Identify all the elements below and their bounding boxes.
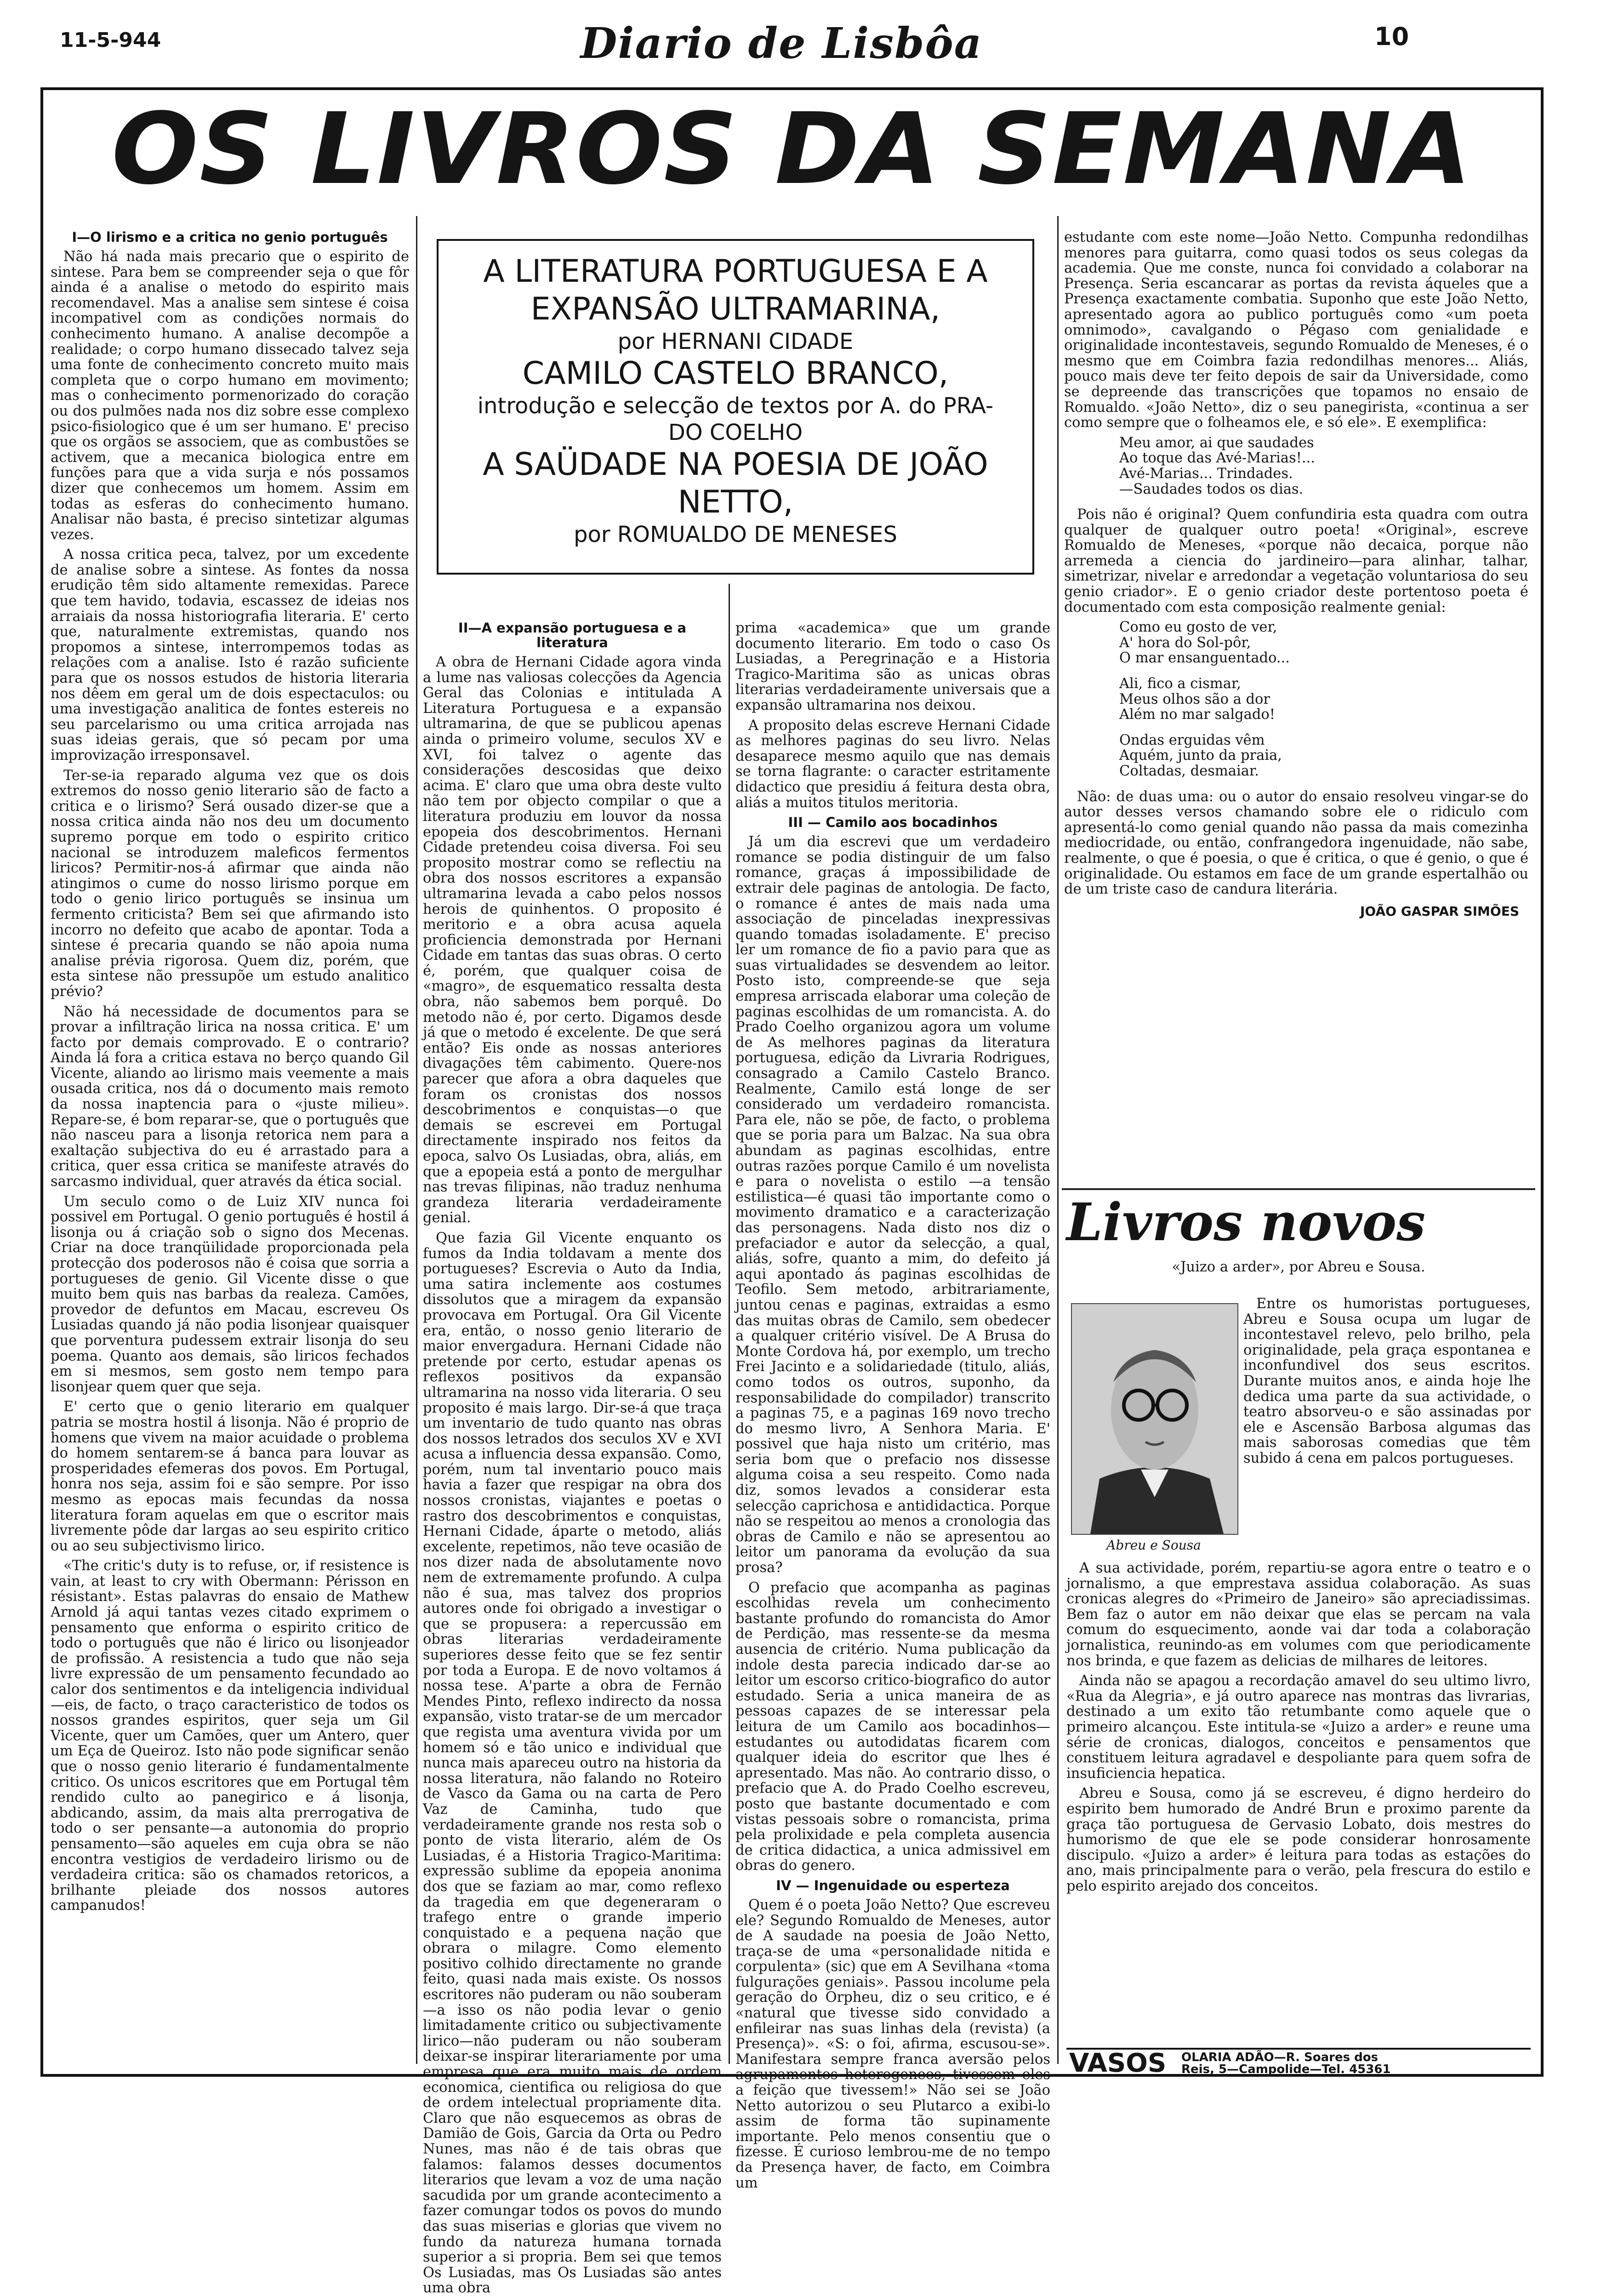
paragraph: estudante com este nome—João Netto. Compunha redondilhas menores para guitarra, como quasi todos os seus colegas da academia. Que me conste, nunca foi convidado a colaborar na Presença. Seria escancarar as portas da revista áqueles que a Presença exactamente combatia. Suponho que este João Netto, apresentado agora ao publico português como «um poeta omnimodo», cavalgando o Pégaso com genialidade e originalidade incontestaveis, segundo Romualdo de Meneses, é o mesmo que em Coimbra fazia redondilhas menores... Aliás, pouco mais deve ter feito depois de sair da Universidade, como se depreende das transcrições que topamos no ensaio de Romualdo. «João Netto», diz o seu panegirista, «continua a ser como sempre que o folheamos ele, e só ele». E exemplifica: — [1064, 229, 1528, 431]
paragraph: Não há nada mais precario que o espirito de sintese. Para bem se compreender seja o que fôr ainda é a analise o metodo do espirito mais recomendavel. Mas a analise sem sintese é coisa incompativel com as condições normais do conhecimento humano. A analise decompõe a realidade; o corpo humano dissecado talvez seja uma fonte de conhecimento concreto muito mais completa que o corpo humano em movimento; mas o conhecimento pormenorizado do coração ou dos pulmões nada nos diz sobre esse complexo psico-fisiologico que é um ser humano. E' preciso que os orgãos se associem, que as combustões se activem, que a mecanica biologica entre em funções para que a vida surja e nós possamos dizer que conhecemos um homem. Assim em todas as esferas do conhecimento humano. Analisar não basta, é preciso sintetizar algumas vezes. — [51, 249, 409, 543]
paragraph: Ainda não se apagou a recordação amavel do seu ultimo livro, «Rua da Alegria», e já outro aparece nas montras das livrarias, destinado a um exito tão retumbante como aquele que o primeiro alcançou. Este intitula-se «Juizo a arder» e reune uma série de cronicas, dialogos, conceitos e pensamentos que constituem leitura agradavel e despoliante para quem sofra de insuficiencia hepatica. — [1066, 1673, 1531, 1782]
paragraph: Que fazia Gil Vicente enquanto os fumos da India toldavam a mente dos portugueses? Escrevia o Auto da India, uma satira inclemente aos costumes dissolutos que a miragem da expansão provocava em Portugal. Ora Gil Vicente era, então, o nosso genio literario de maior envergadura. Hernani Cidade não pretende por certo, estudar apenas os reflexos positivos da expansão ultramarina na nosso vida literaria. O seu proposito é mais largo. Dir-se-á que traça um inventario de tudo quanto nas obras dos nossos letrados dos seculos XV e XVI acusa a influencia dessa expansão. Como, porém, num tal inventario pouco mais havia a fazer que respigar na obra dos nossos cronistas, viajantes e poetas o rastro dos descobrimentos e conquistas, Hernani Cidade, áparte o metodo, aliás excelente, repetimos, não teve ocasião de nos dizer nada de absolutamente novo nem de extremamente profundo. A culpa não é sua, mas talvez dos proprios autores onde foi obrigado a investigar o que se propusera: a repercussão em obras literarias verdadeiramente superiores desse feito que se fez sentir por toda a Europa. E de novo voltamos á nossa tese. A'parte a obra de Fernão Mendes Pinto, reflexo indirecto da nossa expansão, visto tratar-se de um mercador que regista uma aventura vivida por um homem só e tão unico e individual que nunca mais apareceu outro na historia da nossa literatura, não falando no Roteiro de Vasco da Gama ou na carta de Pero Vaz de Caminha, tudo que verdadeiramente grande nos resta sob o ponto de vista literario, além de Os Lusiadas, é a Historia Tragico-Maritima: expressão sublime da epopeia anonima dos que se faziam ao mar, como reflexo da tragedia em que degeneraram o trafego entre o grande imperio conquistado e a pequena nação que obrara o milagre. Como elemento positivo colhido directamente no grande feito, quasi nada mais existe. Os nossos escritores não puderam ou não souberam—a isso os não podia levar o genio limitadamente critico ou subjectivamente lirico—não puderam ou não souberam deixar-se inspirar literariamente por uma empresa que era muito mais de ordem economica, cientifica ou religiosa do que de ordem intelectual propriamente dita. Claro que não esquecemos as obras de Damião de Gois, Garcia da Orta ou Pedro Nunes, mas não é de tais obras que falamos: falamos desses documentos literarios que levam a voz de uma nação sacudida por um grande acontecimento a fazer comungar todos os povos do mundo das suas miserias e glorias que vivem no fundo da natureza humana tornada superior a si propria. Bem sei que temos Os Lusiadas, mas Os Lusiadas são antes uma obra — [423, 1230, 722, 2296]
ad-line: OLARIA ADÃO—R. Soares dos — [1181, 2051, 1379, 2064]
books-reviewed-box — [437, 239, 1034, 575]
book-author: por ROMUALDO DE MENESES — [574, 522, 897, 547]
article-heading: III — Camilo aos bocadinhos — [788, 815, 998, 831]
author-photo — [1071, 1303, 1238, 1535]
vasos-advertisement — [1066, 2048, 1531, 2078]
column-rule — [729, 584, 730, 2064]
book-title: A LITERATURA PORTUGUESA E A — [483, 253, 988, 290]
ad-line: Reis, 5—Campolide—Tel. 45361 — [1181, 2062, 1391, 2076]
article-heading: II—A expansão portuguesa e a literatura — [458, 620, 687, 650]
ad-headline: VASOS — [1069, 2048, 1167, 2078]
issue-date: 11-5-944 — [60, 28, 161, 52]
book-line — [1066, 1259, 1531, 1287]
article-camilo — [735, 620, 1050, 2191]
book-author: DO COELHO — [668, 420, 803, 445]
article-expansao — [423, 620, 722, 2296]
paragraph: «The critic's duty is to refuse, or, if resistence is vain, at least to cry with Obermann: Périsson en résistant». Estas palavras do ensaio de Mathew Arnold já aqui tantas vezes citado exprimem o pensamento que enforma o espirito critico de todo o português que não é lirico ou lisonjeador de profissão. A resistencia a tudo que não seja livre expressão de um pensamento fecundado ao calor dos sentimentos e da inteligencia individual—eis, de facto, o traço caracteristico de todos os nossos grandes espiritos, quer seja um Gil Vicente, quer um Camões, quer um Antero, quer um Eça de Queiroz. Isto não pode significar senão que o nosso genio literario é fundamentalmente critico. Os unicos escritores que em Portugal têm rendido culto ao panegirico e á lisonja, abdicando, assim, da mais alta prerrogativa de todo o ser pensante—a autonomia do proprio pensamento—são aqueles em cuja obra se não encontra vestigios de verdadeiro lirismo ou de verdadeira critica: são os chamados retoricos, a brilhante pleiade dos nossos autores campanudos! — [51, 1558, 409, 1914]
poem-line: —Saudades todos os dias. — [1119, 481, 1304, 497]
book-title: CAMILO CASTELO BRANCO, — [522, 355, 949, 392]
paragraph: O prefacio que acompanha as paginas escolhidas revela um conhecimento bastante profundo do romancista do Amor de Perdição, mas ressente-se da mesma ausencia de critério. Numa publicação da indole desta parecia indicado dar-se ao leitor um escorso critico-biografico do autor estudado. Seria a unica maneira de as pessoas capazes de se interessar pela leitura de um Camilo aos bocadinhos—estudantes ou autodidatas ficarem com qualquer ideia do escritor que lhes é apresentado. Mas não. Ao contrario disso, o prefacio que A. do Prado Coelho escreveu, posto que bastante documentado e com vistas pessoais sobre o romancista, prima pela prolixidade e pela completa ausencia de critica didactica, a unica admissivel em obras do genero. — [735, 1579, 1050, 1874]
poem-quote — [1119, 435, 1528, 497]
paragraph: A sua actividade, porém, repartiu-se agora entre o teatro e o jornalismo, a que emprestava assidua colaboração. As suas cronicas alegres do «Primeiro de Janeiro» são apreciadissimas. Bem faz o autor em não deixar que elas se percam na vala comum do esquecimento, aonde vai dar toda a colaboração jornalistica, reunindo-as em volumes com que periodicamente nos brinda, e que fazem as delicias de milhares de leitores. — [1066, 1560, 1531, 1669]
paragraph: Entre os humoristas portugueses, Abreu e Sousa ocupa um lugar de incontestavel relevo, pelo brilho, pela originalidade, pela graça espontanea e inconfundivel dos seus escritos. Durante muitos anos, e ainda hoje lhe dedica uma parte da sua actividade, o teatro absorveu-o e são assinadas por ele e Ascensão Barbosa algumas das mais saborosas comedias que têm subido á cena em palcos portugueses. — [1243, 1296, 1531, 1466]
column-rule — [416, 216, 417, 2064]
section-rule — [1062, 1188, 1535, 1190]
book-title: NETTO, — [678, 484, 793, 520]
poem-line: Além no mar salgado! — [1119, 706, 1275, 723]
paragraph: Não há necessidade de documentos para se provar a infiltração lirica na nossa critica. E' um facto por demais comprovado. E o contrario? Ainda lá fora a critica estava no berço quando Gil Vicente, aliando ao lirismo mais veemente a mais ousada critica, nos dá o documento mais remoto da nossa inaptencia para o «juste milieu». Repare-se, é bom reparar-se, que o português que não nasceu para a lisonja retorica nem para a exaltação subjectiva do eu é arrastado para a critica, quer essa critica se manifeste através do sarcasmo individual, quer através da ética social. — [51, 1003, 409, 1190]
page-number: 10 — [1374, 22, 1409, 51]
article-heading: I—O lirismo e a critica no genio português — [72, 229, 388, 245]
paragraph: Já um dia escrevi que um verdadeiro romance se podia distinguir de um falso romance, graças á impossibilidade de extrair dele paginas de antologia. De facto, o romance é antes de mais nada uma associação de pinceladas inexpressivas quando tomadas isoladamente. E' preciso ler um romance de fio a pavio para que as suas virtualidades se desvendem ao leitor. Posto isto, compreende-se que seja empresa arriscada elaborar uma coleção de paginas escolhidas de um romancista. A. do Prado Coelho organizou agora um volume de As melhores paginas da literatura portuguesa, edição da Livraria Rodrigues, consagrado a Camilo Castelo Branco. Realmente, Camilo está longe de ser considerado um verdadeiro romancista. Para ele, não se põe, de facto, o problema que se poria para um Balzac. Na sua obra abundam as paginas escolhidas, entre outras razões porque Camilo é um novelista e para o novelista o estilo —a tensão estilistica—é quasi tão importante como o movimento dramatico e a caracterização das personagens. Nada disto nos diz o prefaciador e autor da selecção, a qual, aliás, sofre, quanto a mim, do defeito já aqui apontado ás paginas escolhidas de Teofilo. Sem metodo, arbitrariamente, juntou cenas e paginas, extraidas a esmo das muitas obras de Camilo, sem obedecer a qualquer critério visível. De A Brusa do Monte Cordova há, por exemplo, um trecho Frei Jacinto e a solidariedade (titulo, aliás, como todos os outros, suponho, da responsabilidade do compilador) transcrito a paginas 75, e a paginas 169 novo trecho do mesmo livro, A Senhora Maria. E' possivel que haja nisto um critério, mas seria bom que o prefacio nos dissesse alguma coisa a seu respeito. Como nada diz, somos levados a considerar esta selecção caprichosa e antididactica. Porque não se respeitou ao menos a cronologia das obras de Camilo e não se apresentou ao leitor um panorama da evolução da sua prosa? — [735, 834, 1050, 1576]
article-heading: IV — Ingenuidade ou esperteza — [776, 1877, 1010, 1893]
poem-quote — [1119, 620, 1528, 779]
poem-line: Ao toque das Avé-Marias!... — [1119, 450, 1315, 467]
livros-novos-heading: Livros novos — [1066, 1192, 1426, 1253]
poem-line: Avé-Marias... Trindades. — [1119, 465, 1293, 482]
newspaper-title: Diario de Lisbôa — [580, 18, 983, 68]
book-author: por HERNANI CIDADE — [617, 329, 854, 354]
book-announcement: «Juizo a arder», por Abreu e Sousa. — [1172, 1259, 1425, 1275]
article-lirismo — [51, 230, 409, 2068]
poem-line: Ali, fico a cismar, — [1119, 676, 1241, 692]
poem-line: Meus olhos são a dor — [1119, 691, 1270, 707]
paragraph: A nossa critica peca, talvez, por um excedente de analise sobre a sintese. As fontes da nossa erudição têm sido altamente remexidas. Parece que tem havido, todavia, escassez de ideias nos arraiais da nossa historiografia literaria. E' certo que, naturalmente extremistas, quando nos propomos a sintese, interrompemos todas as relações com a analise. Isto é razão suficiente para que os nossos estudos de historia literaria nos dêem em geral um de dois espectaculos: ou uma investigação analitica de fontes estereis no seu parcelarismo ou uma critica arrojada nas suas ideias gerais, que só pecam por uma improvização irresponsavel. — [51, 547, 409, 763]
poem-line: Ondas erguidas vêm — [1119, 732, 1265, 748]
paragraph: Quem é o poeta João Netto? Que escreveu ele? Segundo Romualdo de Meneses, autor de A saudade na poesia de João Netto, traça-se de uma «personalidade nitida e corpulenta» (sic) que em A Sevilhana «toma fulgurações geniais». Passou incolume pela geração do Orpheu, diz o seu critico, e é «natural que tivesse sido convidado a enfileirar nas suas linhas dela (revista) (a Presença)». «S: o foi, afirma, escusou-se». Manifestara sempre franca aversão pelos agrupamentos heterogeneos, tivessem eles a feição que tivessem!» Não sei se João Netto autorizou o seu Plutarco a exibi-lo assim de forma tão supinamente importante. Pelo menos consentiu que o fizesse. É curioso lembrou-me de no tempo da Presença haver, de facto, em Coimbra um — [735, 1897, 1050, 2191]
photo-caption: Abreu e Sousa — [1106, 1538, 1201, 1553]
column-rule — [1057, 216, 1059, 2064]
paragraph: Pois não é original? Quem confundiria esta quadra com outra qualquer de qualquer outro poeta! «Original», escreve Romualdo de Meneses, «porque não decaica, porque não arremeda a ciencia do jardineiro—para alinhar, talhar, simetrizar, nivelar e arredondar a vegetação voluntariosa do seu genio criador». E o genio criador deste portentoso poeta é documentado com esta composição realmente genial: — [1064, 507, 1528, 615]
paragraph: Não: de duas uma: ou o autor do ensaio resolveu vingar-se do autor desses versos chamando sobre ele o ridiculo com apresentá-lo como genial quando não passa da mais comezinha mediocridade, ou então, confrangedora ingenuidade, não sabe, realmente, o que é poesia, o que é critica, o que é genio, o que é originalidade. Ou estamos em face de um grande espertalhão ou de um triste caso de candura literária. — [1064, 788, 1528, 898]
poem-line: Meu amor, ai que saudades — [1119, 434, 1314, 451]
paragraph: Abreu e Sousa, como já se escreveu, é digno herdeiro do espirito bem humorado de André Brun e proximo parente da graça tão portuguesa de Gervasio Lobato, dois mestres do humorismo de que ele se pode considerar honrosamente discipulo. «Juizo a arder» é leitura para todas as estações do ano, mais principalmente para o verão, pela frescura do estilo e pelo espirito arejado dos conceitos. — [1066, 1785, 1531, 1894]
poem-line: Coltadas, desmaiar. — [1119, 763, 1259, 779]
paragraph: prima «academica» que um grande documento literario. Em todo o caso Os Lusiadas, a Peregrinação e a Historia Tragico-Maritima são as unicas obras literarias verdadeiramente universais que a expansão ultramarina nos deixou. — [735, 620, 1050, 713]
paragraph: Ter-se-ia reparado alguma vez que os dois extremos do nosso genio literario são de facto a critica e o lirismo? Será ousado dizer-se que a nossa critica ainda não nos deu um documento supremo porque em todo o espirito critico nacional se introduzem maleficos fermentos liricos? Permitir-nos-á afirmar que ainda não atingimos o cume do nosso lirismo porque em todo o genio lirico português se insinua um fermento criticista? Bem sei que afirmando isto incorro no defeito que acabo de apontar. Toda a sintese é precaria quando se não apoia numa analise prévia rigorosa. Quem diz, porém, que esta sintese não pressupõe um estudo analitico prévio? — [51, 767, 409, 1000]
poem-line: Como eu gosto de ver, — [1119, 619, 1277, 636]
portrait-image — [1072, 1304, 1237, 1534]
masthead — [0, 0, 1618, 74]
livros-novos-text-bottom — [1066, 1561, 1531, 2045]
book-author: introdução e selecção de textos por A. do PRA- — [477, 393, 994, 419]
poem-line: A' hora do Sol-pôr, — [1119, 634, 1251, 651]
book-title: EXPANSÃO ULTRAMARINA, — [530, 291, 940, 327]
section-banner: OS LIVROS DA SEMANA — [111, 92, 1473, 206]
article-joao-netto — [1064, 230, 1528, 1186]
poem-line: O mar ensanguentado... — [1119, 650, 1290, 667]
author-signature: JOÃO GASPAR SIMÕES — [1360, 903, 1519, 919]
paragraph: Um seculo como o de Luiz XIV nunca foi possivel em Portugal. O genio português é hostil á lisonja ou á criação sob o signo dos Mecenas. Criar na doce tranqüilidade proporcionada pela protecção dos poderosos não é coisa que sorria a portugueses de genio. Gil Vicente disse o que muito bem quis nas barbas da realeza. Camões, provedor de defuntos em Macau, escreveu Os Lusiadas quando já não podia lisonjear quaisquer que porventura pudessem extrair lisonja do seu poema. Quanto aos demais, são liricos fechados em si mesmos, sem gosto nem tempo para lisonjear quem quer que seja. — [51, 1193, 409, 1395]
livros-novos-text-right — [1243, 1296, 1531, 1554]
poem-line: Aquém, junto da praia, — [1119, 747, 1282, 764]
book-title: A SAÜDADE NA POESIA DE JOÃO — [483, 446, 988, 483]
paragraph: A obra de Hernani Cidade agora vinda a lume nas valiosas colecções da Agencia Geral das Colonias e intitulada A Literatura Portuguesa e a expansão ultramarina, de que se publicou apenas ainda o primeiro volume, seculos XV e XVI, foi talvez o agente das considerações descosidas que deixo acima. E' claro que uma obra deste vulto não tem por objecto compilar o que a literatura produziu em louvor da nossa epopeia dos descobrimentos. Hernani Cidade pretendeu coisa diversa. Foi seu proposito mostrar como se reflectiu na obra dos nossos escritores a expansão ultramarina levada a cabo pelos nossos herois de quinhentos. O proposito é meritorio e a obra acusa aquela proficiencia demonstrada por Hernani Cidade em tantas das suas obras. O certo é, porém, que qualquer coisa de «magro», de esquematico ressalta desta obra, não sabemos bem porquê. Do metodo não é, por certo. Digamos desde já que o metodo é excelente. De que será então? Eis onde as nossas anteriores divagações têm cabimento. Quere-nos parecer que afora a obra daqueles que foram os cronistas dos nossos descobrimentos e conquistas—o que demais se escrevei em Portugal directamente inspirado nos feitos da epoca, salvo Os Lusiadas, obra, aliás, em que a epopeia está a ponto de mergulhar nas trevas filipinas, não traduz nenhuma grandeza literaria verdadeiramente genial. — [423, 654, 722, 1226]
paragraph: E' certo que o genio literario em qualquer patria se mostra hostil á lisonja. Não é proprio de homens que vivem na maior acuidade o problema do homem sentarem-se á banca para louvar as prosperidades efemeras dos povos. Em Portugal, honra nos seja, assim foi e são sempre. Por isso mesmo as epocas mais fecundas da nossa literatura foram aquelas em que o escritor mais livremente pôde dar largas ao seu espirito critico ou ao seu subjectivismo lirico. — [51, 1399, 409, 1554]
paragraph: A proposito delas escreve Hernani Cidade as melhores paginas do seu livro. Nelas desaparece mesmo aquilo que nas demais se torna flagrante: o caracter estritamente didactico que presidiu á feitura desta obra, aliás a muitos titulos meritoria. — [735, 717, 1050, 811]
